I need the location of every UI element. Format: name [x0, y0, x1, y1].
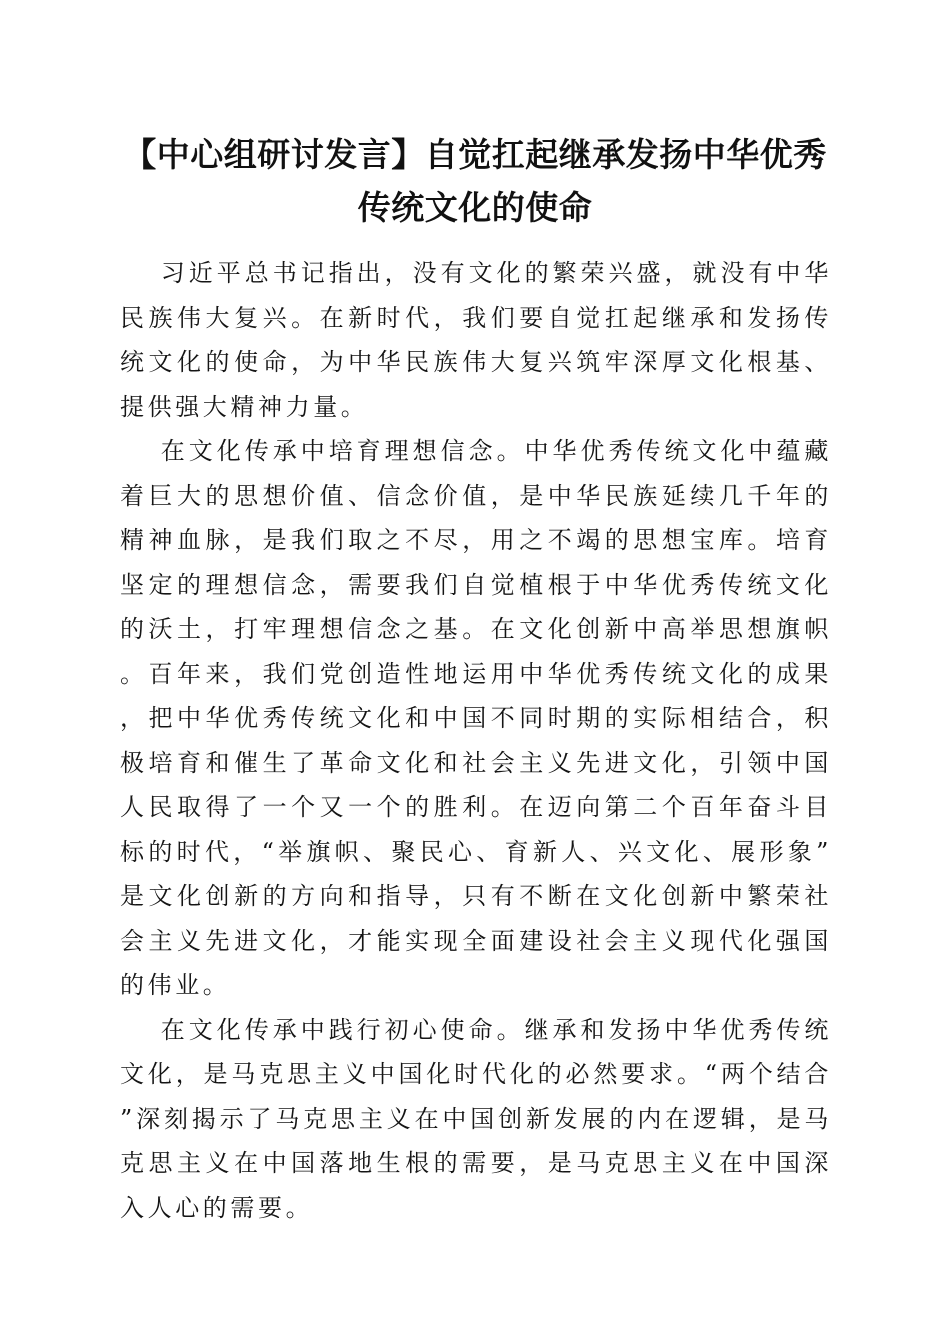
paragraph-1: 习近平总书记指出，没有文化的繁荣兴盛，就没有中华民族伟大复兴。在新时代，我们要自觉扛起继承和发扬传统文化的使命，为中华民族伟大复兴筑牢深厚文化根基、提供强大精神力量。 [120, 259, 832, 421]
paragraph-2: 在文化传承中培育理想信念。中华优秀传统文化中蕴藏着巨大的思想价值、信念价值，是中华民族延续几千年的精神血脉，是我们取之不尽，用之不竭的思想宝库。培育坚定的理想信念，需要我们自觉植根于中华优秀传统文化的沃土，打牢理想信念之基。在文化创新中高举思想旗帜。百年来，我们党创造性地运用中华优秀传统文化的成果，把中华优秀传统文化和中国不同时期的实际相结合，积极培育和催生了革命文化和社会主义先进文化，引领中国人民取得了一个又一个的胜利。在迈向第二个百年奋斗目标的时代，“举旗帜、聚民心、育新人、兴文化、展形象”是文化创新的方向和指导，只有不断在文化创新中繁荣社会主义先进文化，才能实现全面建设社会主义现代化强国的伟业。 [120, 437, 832, 999]
paragraph-3: 在文化传承中践行初心使命。继承和发扬中华优秀传统文化，是马克思主义中国化时代化的必然要求。“两个结合”深刻揭示了马克思主义在中国创新发展的内在逻辑，是马克思主义在中国落地生根的需要，是马克思主义在中国深入人心的需要。 [120, 1015, 832, 1222]
document-title: 【中心组研讨发言】自觉扛起继承发扬中华优秀传统文化的使命 [123, 135, 827, 227]
document-body [120, 251, 832, 1230]
